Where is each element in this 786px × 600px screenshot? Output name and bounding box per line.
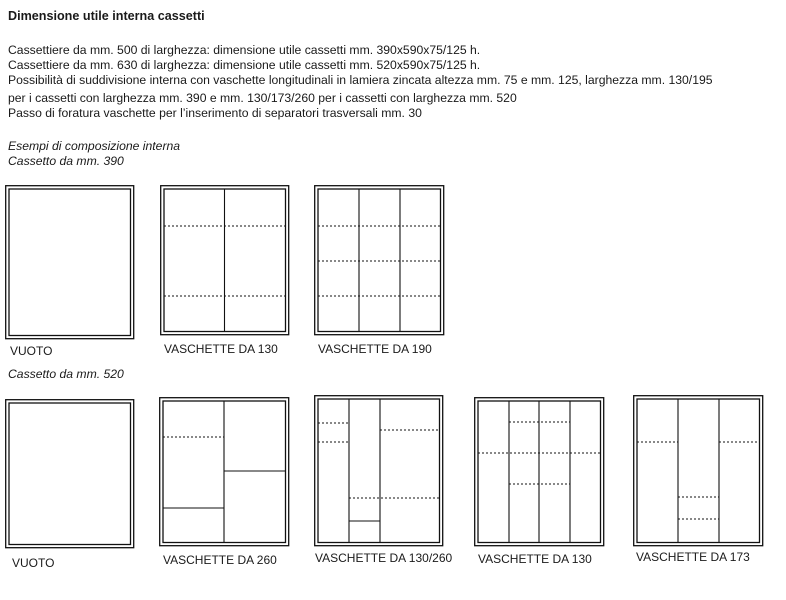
examples-label: Esempi di composizione interna bbox=[8, 139, 181, 153]
caption-520-vaschette-130-260: VASCHETTE DA 130/260 bbox=[315, 551, 453, 565]
caption-390-vaschette-130: VASCHETTE DA 130 bbox=[164, 342, 278, 356]
caption-520-vuoto: VUOTO bbox=[12, 556, 55, 570]
drawer-390-vaschette-130-diagram bbox=[160, 185, 290, 336]
drawer-520-vaschette-130-260-diagram bbox=[314, 395, 444, 547]
paragraph-line-1: Cassettiere da mm. 500 di larghezza: dimensione utile cassetti mm. 390x590x75/125 h. bbox=[8, 43, 481, 57]
paragraph-line-5: Passo di foratura vaschette per l’inserimento di separatori trasversali mm. 30 bbox=[8, 106, 422, 120]
caption-520-vaschette-260: VASCHETTE DA 260 bbox=[163, 553, 277, 567]
paragraph-line-2: Cassettiere da mm. 630 di larghezza: dimensione utile cassetti mm. 520x590x75/125 h. bbox=[8, 58, 481, 72]
caption-520-vaschette-130: VASCHETTE DA 130 bbox=[478, 552, 592, 566]
drawer-520-vaschette-130-diagram bbox=[474, 397, 605, 547]
drawer-520-vaschette-173-diagram bbox=[633, 395, 764, 547]
drawer-390-vaschette-190-diagram bbox=[314, 185, 445, 336]
caption-390-vaschette-190: VASCHETTE DA 190 bbox=[318, 342, 432, 356]
drawer-520-empty-diagram bbox=[5, 399, 135, 549]
drawer-520-vaschette-260-diagram bbox=[159, 397, 290, 547]
section-390-label: Cassetto da mm. 390 bbox=[8, 154, 124, 168]
caption-390-vuoto: VUOTO bbox=[10, 344, 53, 358]
page-title: Dimensione utile interna cassetti bbox=[8, 9, 205, 23]
drawer-390-empty-diagram bbox=[5, 185, 135, 340]
caption-520-vaschette-173: VASCHETTE DA 173 bbox=[636, 550, 750, 564]
paragraph-line-4: per i cassetti con larghezza mm. 390 e mm. 130/173/260 per i cassetti con larghezza mm. 520 bbox=[8, 91, 517, 105]
paragraph-line-3: Possibilità di suddivisione interna con vaschette longitudinali in lamiera zincata altezza mm. 75 e mm. 125, larghezza mm. 130/195 bbox=[8, 73, 713, 87]
section-520-label: Cassetto da mm. 520 bbox=[8, 367, 124, 381]
